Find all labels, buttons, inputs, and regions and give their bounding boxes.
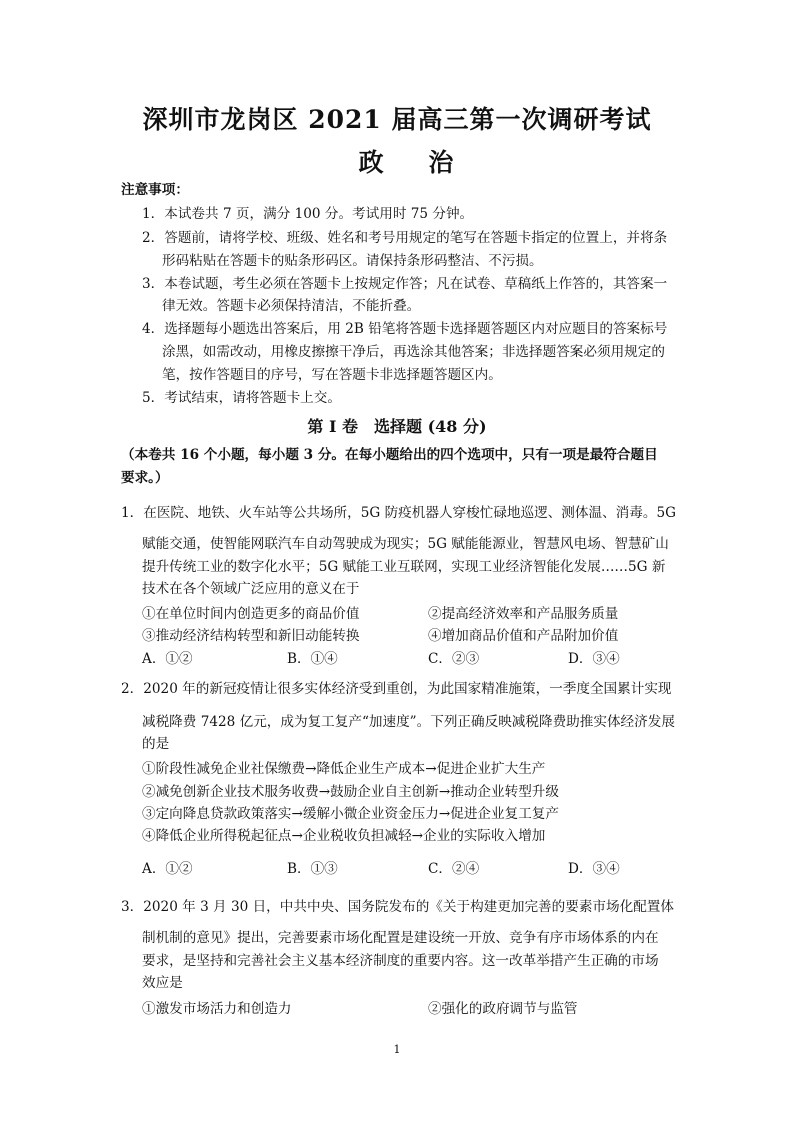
section-title: 第 I 卷 选择题 (48 分): [307, 417, 487, 436]
question-3-text: 3．2020 年 3 月 30 日，中共中央、国务院发布的《关于构建更加完善的要素市场化配置体: [121, 899, 674, 915]
question-2-choice-b: B．①③: [287, 861, 338, 877]
notice-line: 5．考试结束，请将答题卡上交。: [142, 390, 341, 406]
notice-line: 1．本试卷共 7 页，满分 100 分。考试用时 75 分钟。: [142, 206, 474, 222]
question-2-text: 减税降费 7428 亿元，成为复工复产“加速度”。下列正确反映减税降费助推实体经济发展: [142, 714, 675, 730]
question-1-choice-a: A．①②: [142, 651, 193, 667]
question-3-text: 制机制的意见》提出，完善要素市场化配置是建设统一开放、竞争有序市场体系的内在: [142, 930, 659, 946]
subject-title: 政 治: [358, 148, 472, 177]
exam-title: 深圳市龙岗区 2021 届高三第一次调研考试: [142, 105, 652, 134]
notice-line: 涂黑，如需改动，用橡皮擦擦干净后，再选涂其他答案；非选择题答案必须用规定的: [162, 344, 665, 360]
question-3-item: ②强化的政府调节与监管: [428, 1001, 578, 1017]
notice-line: 3．本卷试题，考生必须在答题卡上按规定作答；凡在试卷、草稿纸上作答的，其答案一: [142, 276, 668, 292]
question-2-item: ①阶段性减免企业社保缴费→降低企业生产成本→促进企业扩大生产: [142, 761, 546, 777]
question-2-item: ③定向降息贷款政策落实→缓解小微企业资金压力→促进企业复工复产: [142, 806, 559, 822]
question-2-choice-a: A．①②: [142, 861, 193, 877]
question-2-text: 的是: [142, 736, 170, 752]
question-1-text: 提升传统工业的数字化水平；5G 赋能工业互联网，实现工业经济智能化发展……5G 新: [142, 559, 666, 575]
question-1-choice-c: C．②③: [428, 651, 480, 667]
question-1-item: ③推动经济结构转型和新旧动能转换: [142, 628, 360, 644]
question-3-item: ①激发市场活力和创造力: [142, 1001, 292, 1017]
page-number: 1: [393, 1043, 401, 1056]
question-1-text: 赋能交通，使智能网联汽车自动驾驶成为现实；5G 赋能能源业，智慧风电场、智慧矿山: [142, 536, 669, 552]
notice-line: 4．选择题每小题选出答案后，用 2B 铅笔将答题卡选择题答题区内对应题目的答案标号: [142, 321, 668, 337]
question-1-choice-d: D．③④: [568, 651, 620, 667]
question-2-choice-d: D．③④: [568, 861, 620, 877]
question-2-item: ②减免创新企业技术服务收费→鼓励企业自主创新→推动企业转型升级: [142, 784, 559, 800]
notice-line: 形码粘贴在答题卡的贴条形码区。请保持条形码整洁、不污损。: [162, 253, 543, 269]
notice-line: 笔，按作答题目的序号，写在答题卡非选择题答题区内。: [162, 367, 502, 383]
question-3-text: 要求，是坚持和完善社会主义基本经济制度的重要内容。这一改革举措产生正确的市场: [142, 953, 659, 969]
notice-line: 2．答题前，请将学校、班级、姓名和考号用规定的笔写在答题卡指定的位置上，并将条: [142, 230, 668, 246]
section-instructions: （本卷共 16 个小题，每小题 3 分。在每小题给出的四个选项中，只有一项是最符合题目: [121, 447, 658, 463]
question-1-choice-b: B．①④: [287, 651, 338, 667]
question-2-choice-c: C．②④: [428, 861, 480, 877]
question-1-item: ④增加商品价值和产品附加价值: [428, 628, 619, 644]
notice-heading: 注意事项：: [121, 182, 189, 198]
question-2-text: 2．2020 年的新冠疫情让很多实体经济受到重创，为此国家精准施策，一季度全国累计实现: [121, 681, 672, 697]
question-1-item: ②提高经济效率和产品服务质量: [428, 606, 619, 622]
notice-line: 律无效。答题卡必须保持清洁，不能折叠。: [162, 298, 421, 314]
section-instructions: 要求。）: [121, 470, 169, 486]
question-2-item: ④降低企业所得税起征点→企业税收负担减轻→企业的实际收入增加: [142, 828, 546, 844]
question-3-text: 效应是: [142, 975, 183, 991]
question-1-text: 技术在各个领域广泛应用的意义在于: [142, 581, 360, 597]
question-1-text: 1．在医院、地铁、火车站等公共场所，5G 防疫机器人穿梭忙碌地巡逻、测体温、消毒。5G: [121, 505, 676, 521]
question-1-item: ①在单位时间内创造更多的商品价值: [142, 606, 360, 622]
